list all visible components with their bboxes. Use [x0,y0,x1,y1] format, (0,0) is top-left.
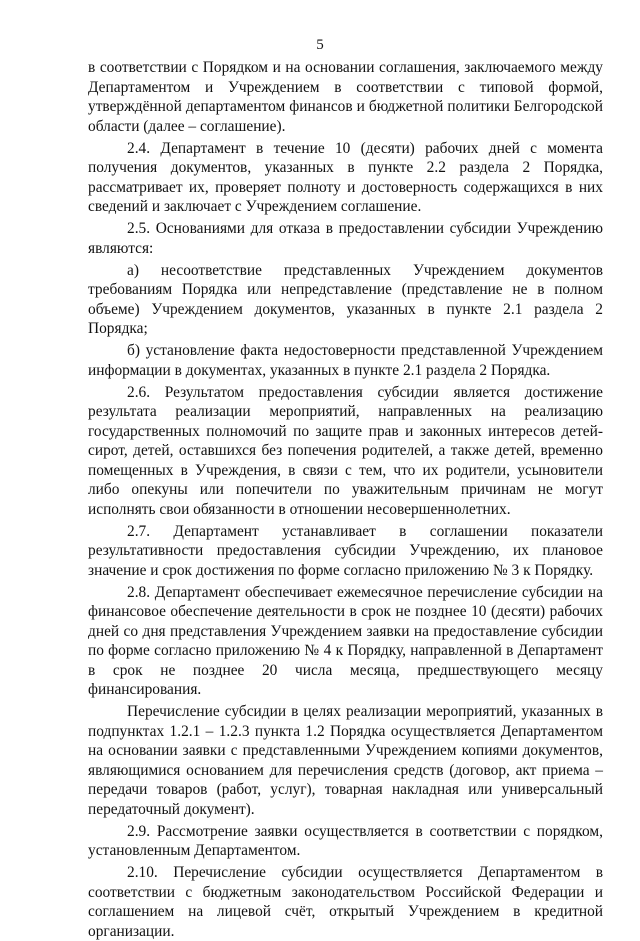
paragraph-continuation: в соответствии с Порядком и на основании соглашения, заключаемого между Департаментом и Учреждением в соответствии с типовой формой, утверждённой департаментом финансов и бюджетной политики Белгородской области (далее – соглашение). [88,59,603,135]
paragraph-2-7: 2.7. Департамент устанавливает в соглашении показатели результативности предоставления субсидии Учреждению, их плановое значение и срок достижения по форме согласно приложению № 3 к Порядку. [88,522,603,579]
document-body [88,58,603,941]
paragraph-2-9: 2.9. Рассмотрение заявки осуществляется в соответствии с порядком, установленным Департаментом. [88,822,603,859]
paragraph-2-5: 2.5. Основаниями для отказа в предоставлении субсидии Учреждению являются: [88,220,603,257]
paragraph-2-10: 2.10. Перечисление субсидии осуществляется Департаментом в соответствии с бюджетным законодательством Российской Федерации и соглашением на лицевой счёт, открытый Учреждением в кредитной организации. [88,864,603,940]
page-number: 5 [316,37,324,53]
paragraph-2-5-a: а) несоответствие представленных Учреждением документов требованиям Порядка или непредставление (представление не в полном объеме) Учреждением документов, указанных в пункте 2.1 раздела 2 Порядка; [88,261,603,337]
paragraph-2-8-transfer: Перечисление субсидии в целях реализации мероприятий, указанных в подпунктах 1.2.1 – 1.2.3 пункта 1.2 Порядка осуществляется Департаментом на основании заявки с представленными Учреждением копиями документов, являющимися основанием для перечисления средств (договор, акт приема – передачи товаров (работ, услуг), товарная накладная или универсальный передаточный документ). [88,703,603,818]
paragraph-2-6: 2.6. Результатом предоставления субсидии является достижение результата реализации мероприятий, направленных на реализацию государственных полномочий по защите прав и законных интересов детей-сирот, детей, оставшихся без попечения родителей, а также детей, временно помещенных в Учреждения, в связи с тем, что их родители, усыновители либо опекуны или попечители по уважительным причинам не могут исполнять свои обязанности в отношении несовершеннолетних. [88,383,603,518]
paragraph-2-5-b: б) установление факта недостоверности представленной Учреждением информации в документах, указанных в пункте 2.1 раздела 2 Порядка. [88,342,603,379]
paragraph-2-8: 2.8. Департамент обеспечивает ежемесячное перечисление субсидии на финансовое обеспечение деятельности в срок не позднее 10 (десяти) рабочих дней со дня представления Учреждением заявки на предоставление субсидии по форме согласно приложению № 4 к Порядку, направленной в Департамент в срок не позднее 20 числа месяца, предшествующего месяцу финансирования. [88,583,603,698]
paragraph-2-4: 2.4. Департамент в течение 10 (десяти) рабочих дней с момента получения документов, указанных в пункте 2.2 раздела 2 Порядка, рассматривает их, проверяет полноту и достоверность содержащихся в них сведений и заключает с Учреждением соглашение. [88,139,603,215]
